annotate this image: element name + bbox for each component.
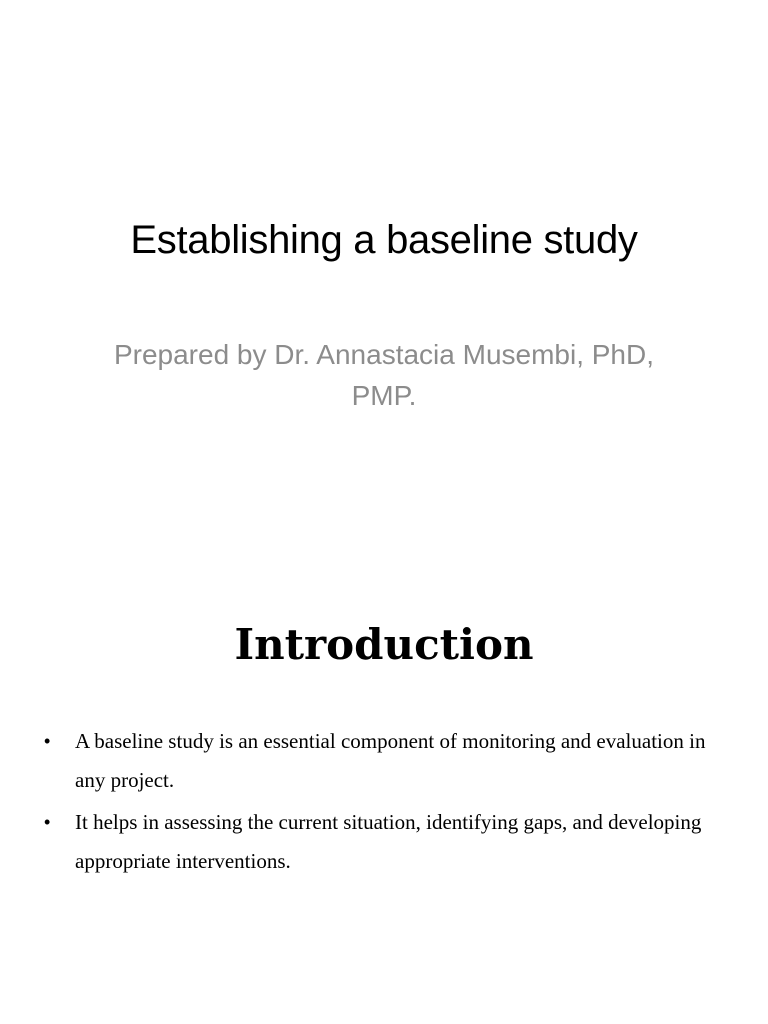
list-item <box>44 803 734 881</box>
list-item <box>44 722 734 800</box>
bullet-icon: • <box>44 812 51 832</box>
bullet-list <box>44 722 734 884</box>
bullet-icon: • <box>44 731 51 751</box>
slide-title: Establishing a baseline study <box>130 218 638 262</box>
bullet-text: It helps in assessing the current situation, identifying gaps, and developing appropriate interventions. <box>75 810 702 873</box>
bullet-text: A baseline study is an essential component of monitoring and evaluation in any project. <box>75 729 706 792</box>
slide-subtitle: Prepared by Dr. Annastacia Musembi, PhD, PMP. <box>113 339 655 411</box>
introduction-heading: Introduction <box>234 620 534 669</box>
introduction-slide <box>0 576 768 1024</box>
